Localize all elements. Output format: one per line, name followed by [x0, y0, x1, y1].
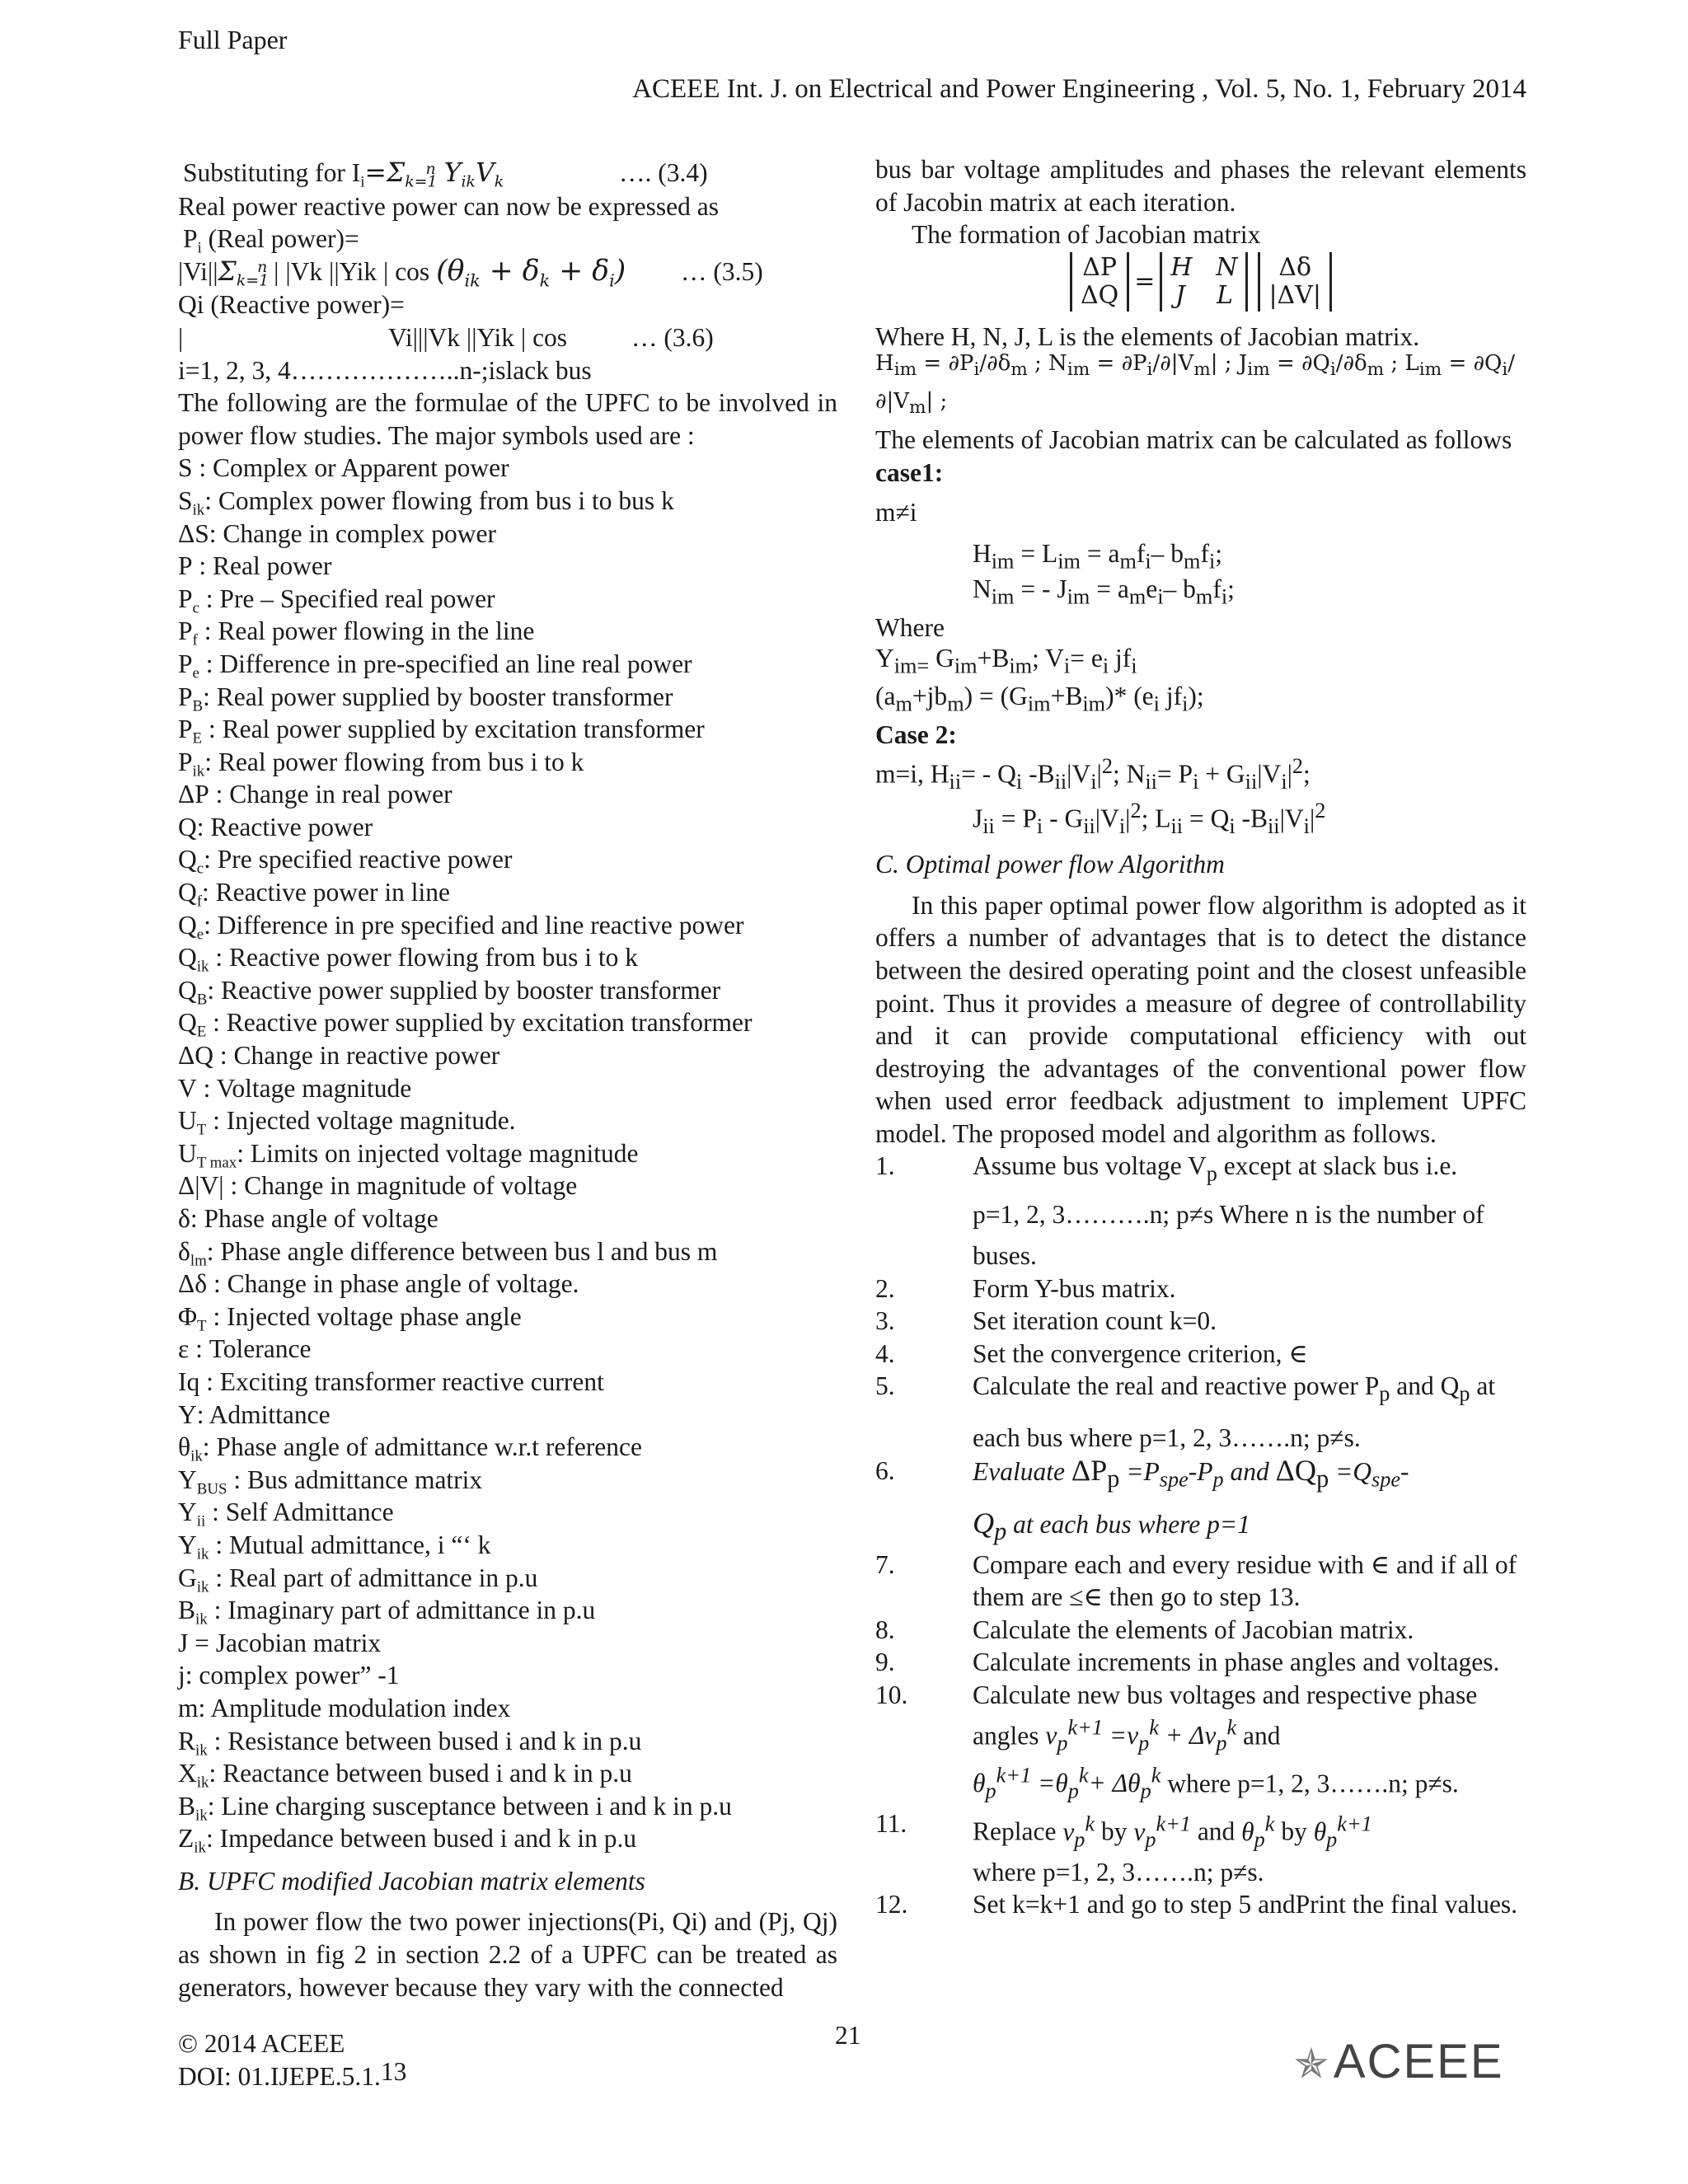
symbol-description: : Change in magnitude of voltage	[223, 1171, 578, 1201]
symbol-description: : Injected voltage magnitude.	[206, 1106, 516, 1136]
symbol: δ	[178, 1236, 190, 1266]
where-eq1: $Y_{im=}$ $G_{im}+B_{im}$; $V_i= e_i$ $jf_i$	[875, 644, 1137, 678]
case1-eq1: $H_{im} = L_{im} = a_mf_i-$ $b_mf_i$;	[973, 539, 1223, 574]
real-power-label: $P_i$ (Real power)=	[183, 224, 359, 257]
symbol-item	[178, 681, 837, 714]
symbol: R	[178, 1726, 196, 1755]
symbol-item	[178, 876, 837, 909]
step-text: Set the convergence criterion, ∈	[973, 1338, 1308, 1368]
symbol: P	[178, 583, 193, 613]
symbol-description: : Real power	[192, 551, 332, 581]
symbol: m	[178, 1693, 199, 1722]
algorithm-step	[875, 1888, 1526, 1921]
symbol-item	[178, 843, 837, 879]
symbol: ε	[178, 1334, 190, 1364]
symbol-description: : Resistance between bused i and k in p.u	[207, 1726, 642, 1755]
symbol-description: : Pre – Specified real power	[199, 583, 495, 613]
symbol: ΔS	[178, 518, 209, 548]
step-text: Set iteration count k=0.	[973, 1306, 1217, 1336]
copyright: © 2014 ACEEE	[178, 2029, 345, 2058]
symbol-subscript: B	[192, 697, 204, 715]
symbol-item	[178, 1039, 837, 1072]
symbol-item	[178, 1169, 837, 1202]
symbol-subscript: ik	[192, 501, 205, 519]
symbol: P	[178, 616, 193, 646]
symbol: Q	[178, 878, 197, 907]
algorithm-step	[875, 1272, 1526, 1305]
symbol-item	[178, 1496, 837, 1529]
symbol-description: : Mutual admittance, i “‘ k	[209, 1530, 491, 1559]
running-head-right: ACEEE Int. J. on Electrical and Power Engineering , Vol. 5, No. 1, February 2014	[632, 74, 1526, 104]
symbol-item	[178, 811, 837, 844]
step-text: Compare each and every residue with ∈ and if all of them are ≤∈ then go to step 13.	[973, 1549, 1517, 1612]
symbol-subscript: ik	[196, 1774, 209, 1792]
symbol-description: : Line charging susceptance between i and k in p.u	[207, 1791, 732, 1821]
symbol: Iq	[178, 1366, 200, 1396]
symbol-subscript: c	[196, 860, 204, 879]
symbol-subscript: ik	[196, 958, 209, 976]
symbol-subscript: f	[196, 893, 203, 911]
symbol-description: : Limits on injected voltage magnitude	[237, 1138, 639, 1168]
symbol: P	[178, 715, 193, 744]
step-text: Set k=k+1 and go to step 5 andPrint the final values.	[973, 1890, 1518, 1919]
star-icon: ✯	[1294, 2041, 1330, 2087]
symbol-item	[178, 452, 837, 485]
symbol-item	[178, 583, 837, 616]
symbol-description: : Amplitude modulation index	[198, 1693, 511, 1722]
logo-text: ACEEE	[1333, 2035, 1504, 2088]
step-text: Calculate new bus voltages and respective phase angles $v_p^{k+1} =v_p^k + \Delta v_p^k$ and $\theta_p^{k+1} =\theta_p^k+ \Delta\theta_p^k$ where p=1, 2, 3…….n; p≠s.	[973, 1680, 1478, 1803]
symbol: Q	[178, 943, 197, 972]
symbol: P	[178, 649, 193, 678]
step-number: 2.	[875, 1273, 895, 1303]
symbol-description: : Real power supplied by booster transformer	[203, 682, 673, 711]
algorithm-step	[875, 1338, 1526, 1371]
step-number: 11.	[875, 1809, 907, 1839]
step-number: 4.	[875, 1338, 895, 1368]
symbol: Q	[178, 1008, 197, 1038]
footer-left	[178, 2027, 406, 2093]
symbol-item	[178, 1072, 837, 1105]
symbol-item	[178, 746, 837, 779]
symbol-description: : Injected voltage phase angle	[206, 1301, 522, 1331]
symbol: X	[178, 1759, 197, 1788]
algorithm-steps	[875, 1150, 1526, 1920]
symbol: J	[178, 1628, 189, 1657]
symbol-item	[178, 1725, 837, 1758]
symbol-description: : Complex power flowing from bus i to bus k	[204, 485, 674, 515]
symbol-subscript: T max	[196, 1154, 237, 1172]
symbol-description: : Reactive power supplied by booster transformer	[207, 975, 721, 1005]
doi: DOI: 01.IJEPE.5.1.13	[178, 2057, 407, 2091]
symbol-description: : Reactive power supplied by excitation transformer	[206, 1008, 753, 1038]
symbol-description: : Phase angle of admittance w.r.t reference	[202, 1432, 643, 1462]
symbol-subscript: f	[192, 631, 198, 649]
symbol-description: : Admittance	[196, 1399, 331, 1429]
symbol: ΔP	[178, 780, 209, 809]
symbol-subscript: e	[196, 926, 204, 944]
symbol-item	[178, 1627, 837, 1660]
symbol: Y	[178, 1399, 197, 1429]
symbol-subscript: T	[196, 1121, 207, 1139]
algorithm-step	[875, 1370, 1526, 1454]
left-column	[178, 157, 837, 2004]
symbol-item	[178, 518, 837, 551]
symbol-description: : Reactive power in line	[202, 878, 450, 907]
symbol-description: : Real power supplied by excitation transformer	[202, 715, 705, 744]
symbol-subscript: ik	[196, 1545, 209, 1563]
algorithm-step	[875, 1807, 1526, 1888]
symbol-description: = Jacobian matrix	[188, 1628, 382, 1657]
symbols-intro: The following are the formulae of the UPFC to be involved in power flow studies. The major symbols used are :	[178, 388, 837, 450]
symbol: Q	[178, 812, 197, 841]
symbol-description: : Bus admittance matrix	[227, 1465, 483, 1494]
jacobian-matrix-equation: ΔP ΔQ = H N J L Δδ |ΔV|	[875, 251, 1526, 312]
step-text: Calculate the real and reactive power $P_p$ and $Q_p$ at each bus where p=1, 2, 3…….n; p≠s.	[973, 1371, 1496, 1453]
symbol-subscript: ik	[195, 1807, 208, 1825]
symbol: P	[178, 551, 193, 581]
step-text: Replace $v_p^k$ by $v_p^{k+1}$ and $\theta_p^k$ by $\theta_p^{k+1}$ where p=1, 2, 3…….n; p≠s.	[973, 1811, 1372, 1886]
symbol: G	[178, 1563, 197, 1592]
symbol-item	[178, 1659, 837, 1692]
symbol-item	[178, 1431, 837, 1464]
symbol-item	[178, 615, 837, 648]
algorithm-step	[875, 1150, 1526, 1272]
symbol-subscript: B	[196, 991, 208, 1009]
symbol: Q	[178, 845, 197, 874]
step-number: 8.	[875, 1615, 895, 1644]
step-number: 10.	[875, 1680, 908, 1709]
symbol: V	[178, 1073, 197, 1103]
symbol-description: : Real power flowing from bus i to k	[204, 747, 584, 776]
symbol-item	[178, 1006, 837, 1042]
symbol-item	[178, 550, 837, 583]
symbol-description: : Complex or Apparent power	[192, 453, 509, 483]
symbol: S	[178, 485, 193, 515]
symbol: Δδ	[178, 1269, 208, 1299]
symbol-item	[178, 713, 837, 746]
eq-3-6: | Vi|||Vk ||Yik | cos … (3.6)	[178, 322, 714, 352]
jacobian-where: Where H, N, J, L is the elements of Jacobian matrix.	[875, 321, 1420, 351]
step-number: 7.	[875, 1549, 895, 1579]
symbol-description: : Phase angle difference between bus l and bus m	[206, 1236, 718, 1266]
symbol-description: : Reactance between bused i and k in p.u	[209, 1759, 632, 1788]
symbol: P	[178, 682, 193, 711]
running-head-left: Full Paper	[178, 25, 288, 54]
symbol-description: : Change in phase angle of voltage.	[207, 1269, 579, 1299]
symbol: Y	[178, 1497, 197, 1527]
symbol-subscript: e	[192, 664, 199, 682]
symbol: Q	[178, 975, 197, 1005]
case2-eq1: m=i, $H_{ii}= - Q_i$ $-B_{ii}|V_i|^2$; $N_{ii}= P_i + G_{ii}|V_i|^2$;	[875, 753, 1311, 794]
symbol-item	[178, 1822, 837, 1855]
right-column	[875, 157, 1526, 1921]
symbol-list	[178, 452, 837, 1855]
symbol-subscript: ik	[192, 762, 205, 780]
symbol-item	[178, 485, 837, 518]
symbol: U	[178, 1138, 197, 1168]
symbol-item	[178, 648, 837, 681]
eq-3-4: Substituting for $I_i=\Sigma_{k=1}^n$ $Y_{ik}V_k$ …. (3.4)	[183, 158, 708, 191]
step-text: Calculate the elements of Jacobian matrix.	[973, 1615, 1414, 1644]
where-eq2: $(a_m+jb_m) = (G_{im}+B_{im})*$ ($e_i$ $jf_i$);	[875, 681, 1204, 715]
symbol-description: : Change in real power	[209, 780, 452, 809]
symbol: S	[178, 453, 193, 483]
symbol: θ	[178, 1432, 191, 1462]
reactive-power-label: Qi (Reactive power)=	[178, 290, 405, 320]
symbol-description: : Voltage magnitude	[196, 1073, 412, 1103]
symbol: U	[178, 1106, 197, 1136]
symbol: Q	[178, 910, 197, 940]
symbol-subscript: BUS	[196, 1480, 227, 1498]
symbol-description: : Real power flowing in the line	[197, 616, 535, 646]
symbol: Y	[178, 1530, 197, 1559]
symbol: Y	[178, 1465, 197, 1494]
symbol: B	[178, 1596, 196, 1625]
step-number: 9.	[875, 1647, 895, 1677]
jacobian-calc: The elements of Jacobian matrix can be calculated as follows	[875, 425, 1512, 455]
symbol-subscript: ii	[196, 1512, 206, 1530]
symbol-description: : Real part of admittance in p.u	[209, 1563, 538, 1592]
step-text: Evaluate $\Delta P_p =P_{spe}-P_p$ and $\Delta Q_p =Q_{spe}-$ $Q_p$ at each bus where p=1	[973, 1453, 1409, 1545]
step-text: Form Y-bus matrix.	[973, 1273, 1176, 1303]
step-number: 1.	[875, 1151, 895, 1181]
symbol-description: : Exciting transformer reactive current	[199, 1366, 604, 1396]
symbol-item	[178, 1301, 837, 1333]
symbol-subscript: ik	[195, 1741, 208, 1760]
aceee-logo	[1294, 2034, 1504, 2089]
algorithm-step	[875, 1549, 1526, 1614]
symbol: Δ|V|	[178, 1171, 224, 1201]
step-number: 12.	[875, 1890, 908, 1919]
symbol-description: : Pre specified reactive power	[204, 845, 513, 874]
symbol-subscript: c	[192, 599, 199, 617]
symbol-description: : Reactive power flowing from bus i to k	[209, 943, 638, 972]
symbol-description: : Impedance between bused i and k in p.u	[205, 1824, 637, 1854]
algorithm-step	[875, 1305, 1526, 1338]
symbol-description: : Difference in pre specified and line reactive power	[204, 910, 744, 940]
symbol: Φ	[178, 1301, 198, 1331]
symbol: B	[178, 1791, 196, 1821]
symbol-item	[178, 1529, 837, 1562]
symbol-item	[178, 1202, 837, 1235]
step-text: Calculate increments in phase angles and voltages.	[973, 1647, 1500, 1677]
algorithm-step	[875, 1455, 1526, 1549]
symbol-item	[178, 1790, 837, 1823]
symbol-item	[178, 1562, 837, 1595]
symbol-item	[178, 1399, 837, 1432]
symbol-description: : complex power” -1	[185, 1661, 400, 1690]
algorithm-step	[875, 1679, 1526, 1807]
jacobian-title: The formation of Jacobian matrix	[912, 220, 1261, 250]
symbol-item	[178, 1333, 837, 1366]
eq-3-5: $|Vi||\Sigma_{k=1}^n$ | |Vk ||Yik | $\cos (\theta_{ik} + \delta_k + \delta_i)$ … (3.5)	[178, 254, 763, 291]
symbol-description: : Phase angle of voltage	[190, 1204, 438, 1233]
symbol-subscript: T	[197, 1317, 207, 1335]
case2-eq2: $J_{ii} = P_i - G_{ii}|V_i|^2$; $L_{ii} = Q_i$ $-B_{ii}|V_i|^2$	[973, 799, 1326, 839]
symbol-item	[178, 1692, 837, 1725]
symbol-subscript: E	[196, 1024, 207, 1042]
symbol-subscript: ik	[194, 1839, 206, 1857]
symbol-item	[178, 941, 837, 974]
case1-eq2: $N_{im}$ = - $J_{im} = a_me_i-$ $b_mf_i$;	[973, 574, 1235, 609]
symbol: j	[178, 1661, 185, 1690]
case2-label: Case 2:	[875, 719, 957, 749]
where-label: Where	[875, 612, 945, 642]
symbol: P	[178, 747, 193, 776]
step-number: 5.	[875, 1371, 895, 1401]
symbol-subscript: lm	[190, 1252, 207, 1270]
paragraph-continued: bus bar voltage amplitudes and phases the relevant elements of Jacobin matrix at each iteration.	[875, 155, 1526, 217]
symbol-item	[178, 974, 837, 1007]
symbol-item	[178, 1137, 837, 1170]
symbol-item	[178, 1594, 837, 1627]
paragraph-c: In this paper optimal power flow algorithm is adopted as it offers a number of advantages that is to detect the distance between the desired operating point and the closest unfeasible point. Thus it provides a measure of degree of controllability and it can provide computational efficiency with out destroying the advantages of the conventional power flow when used error feedback adjustment to implement UPFC model. The proposed model and algorithm as follows.	[875, 890, 1526, 1148]
symbol-subscript: ik	[190, 1447, 203, 1465]
step-number: 3.	[875, 1306, 895, 1336]
symbol-item	[178, 1268, 837, 1301]
step-text: Assume bus voltage $V_p$ except at slack bus i.e. p=1, 2, 3……….n; p≠s Where n is the number of buses.	[973, 1151, 1484, 1270]
symbol: δ	[178, 1204, 190, 1233]
symbol-item	[178, 1757, 837, 1790]
symbol: Z	[178, 1824, 195, 1854]
page-number: 21	[835, 2021, 861, 2050]
symbol-subscript: E	[192, 729, 203, 748]
paragraph-b: In power flow the two power injections(Pi, Qi) and (Pj, Qj) as shown in fig 2 in section 2.2 of a UPFC can be treated as generators, however because they vary with the connected	[178, 1907, 837, 2002]
symbol-item	[178, 909, 837, 942]
m-not-i: m≠i	[875, 497, 917, 527]
symbol-description: : Difference in pre-specified an line real power	[199, 649, 692, 678]
symbol-description: : Change in reactive power	[213, 1041, 500, 1071]
algorithm-step	[875, 1646, 1526, 1679]
symbol-item	[178, 1235, 837, 1268]
algorithm-step	[875, 1614, 1526, 1647]
symbol-description: : Reactive power	[196, 812, 373, 841]
symbol: ΔQ	[178, 1041, 214, 1071]
case1-label: case1:	[875, 457, 944, 487]
symbol-description: : Change in complex power	[209, 518, 496, 548]
symbol-item	[178, 778, 837, 811]
section-heading-c: C. Optimal power flow Algorithm	[875, 850, 1225, 879]
symbol-description: : Imaginary part of admittance in p.u	[207, 1596, 596, 1625]
text-line: Real power reactive power can now be expressed as	[178, 191, 719, 221]
symbol-item	[178, 1104, 837, 1137]
symbol-subscript: ik	[196, 1578, 209, 1596]
symbol-item	[178, 1366, 837, 1399]
symbol-subscript: ik	[195, 1610, 208, 1629]
step-number: 6.	[875, 1455, 895, 1485]
jacobian-elements-equation: $H_{im} = \partial P_i/\partial\delta_m$ ; $N_{im} = \partial P_i/\partial|V_m|$ ; $J_{im} = \partial Q_i/\partial\delta_m$ ; $L_{im} = \partial Q_i/\partial|V_m|$ ;	[875, 350, 1515, 419]
symbol-item	[178, 1464, 837, 1497]
section-heading-b: B. UPFC modified Jacobian matrix elements	[178, 1866, 645, 1896]
bus-range: i=1, 2, 3, 4………………..n-;islack bus	[178, 355, 592, 385]
symbol-description: : Tolerance	[189, 1334, 312, 1364]
symbol-description: : Self Admittance	[205, 1497, 394, 1527]
